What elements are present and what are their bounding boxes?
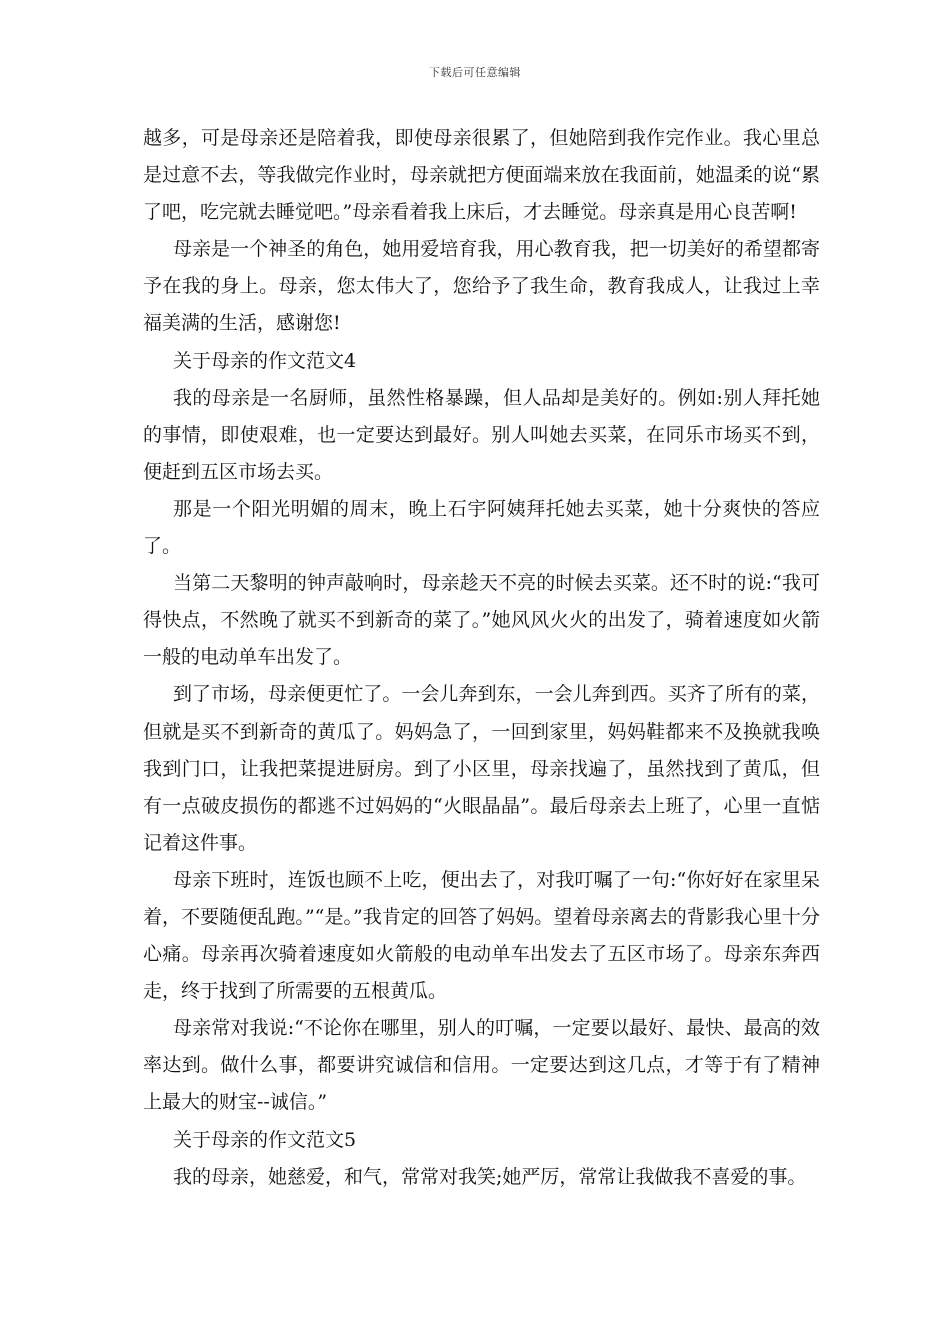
paragraph: 母亲是一个神圣的角色，她用爱培育我，用心教育我，把一切美好的希望都寄予在我的身上。母亲，您太伟大了，您给予了我生命，教育我成人，让我过上幸福美满的生活，感谢您! xyxy=(143,238,820,335)
paragraph: 母亲下班时，连饭也顾不上吃，便出去了，对我叮嘱了一句:“你好好在家里呆着，不要随便乱跑。”“是。”我肯定的回答了妈妈。望着母亲离去的背影我心里十分心痛。母亲再次骑着速度如火箭般的电动单车出发去了五区市场了。母亲东奔西走，终于找到了所需要的五根黄瓜。 xyxy=(143,868,820,1003)
page-header: 下载后可任意编辑 xyxy=(429,66,521,79)
paragraph: 越多，可是母亲还是陪着我，即使母亲很累了，但她陪到我作完作业。我心里总是过意不去，等我做完作业时，母亲就把方便面端来放在我面前，她温柔的说“累了吧，吃完就去睡觉吧。”母亲看着我上床后，才去睡觉。母亲真是用心良苦啊! xyxy=(143,127,820,224)
paragraph: 母亲常对我说:“不论你在哪里，别人的叮嘱，一定要以最好、最快、最高的效率达到。做什么事，都要讲究诚信和信用。一定要达到这几点，才等于有了精神上最大的财宝--诚信。” xyxy=(143,1017,820,1114)
paragraph: 当第二天黎明的钟声敲响时，母亲趁天不亮的时候去买菜。还不时的说:“我可得快点，不然晚了就买不到新奇的菜了。”她风风火火的出发了，骑着速度如火箭一般的电动单车出发了。 xyxy=(143,572,820,669)
paragraph: 那是一个阳光明媚的周末，晚上石宇阿姨拜托她去买菜，她十分爽快的答应了。 xyxy=(143,497,820,558)
section-heading: 关于母亲的作文范文4 xyxy=(173,349,357,372)
paragraph: 我的母亲是一名厨师，虽然性格暴躁，但人品却是美好的。例如:别人拜托她的事情，即使艰难，也一定要达到最好。别人叫她去买菜，在同乐市场买不到，便赶到五区市场去买。 xyxy=(143,386,820,483)
paragraph: 我的母亲，她慈爱，和气，常常对我笑;她严厉，常常让我做我不喜爱的事。 xyxy=(173,1165,807,1188)
document-body xyxy=(143,120,820,1196)
paragraph: 到了市场，母亲便更忙了。一会儿奔到东，一会儿奔到西。买齐了所有的菜，但就是买不到新奇的黄瓜了。妈妈急了，一回到家里，妈妈鞋都来不及换就我唤我到门口，让我把菜提进厨房。到了小区里，母亲找遍了，虽然找到了黄瓜，但有一点破皮损伤的都逃不过妈妈的“火眼晶晶”。最后母亲去上班了，心里一直惦记着这件事。 xyxy=(143,683,820,854)
section-heading: 关于母亲的作文范文5 xyxy=(173,1128,357,1151)
